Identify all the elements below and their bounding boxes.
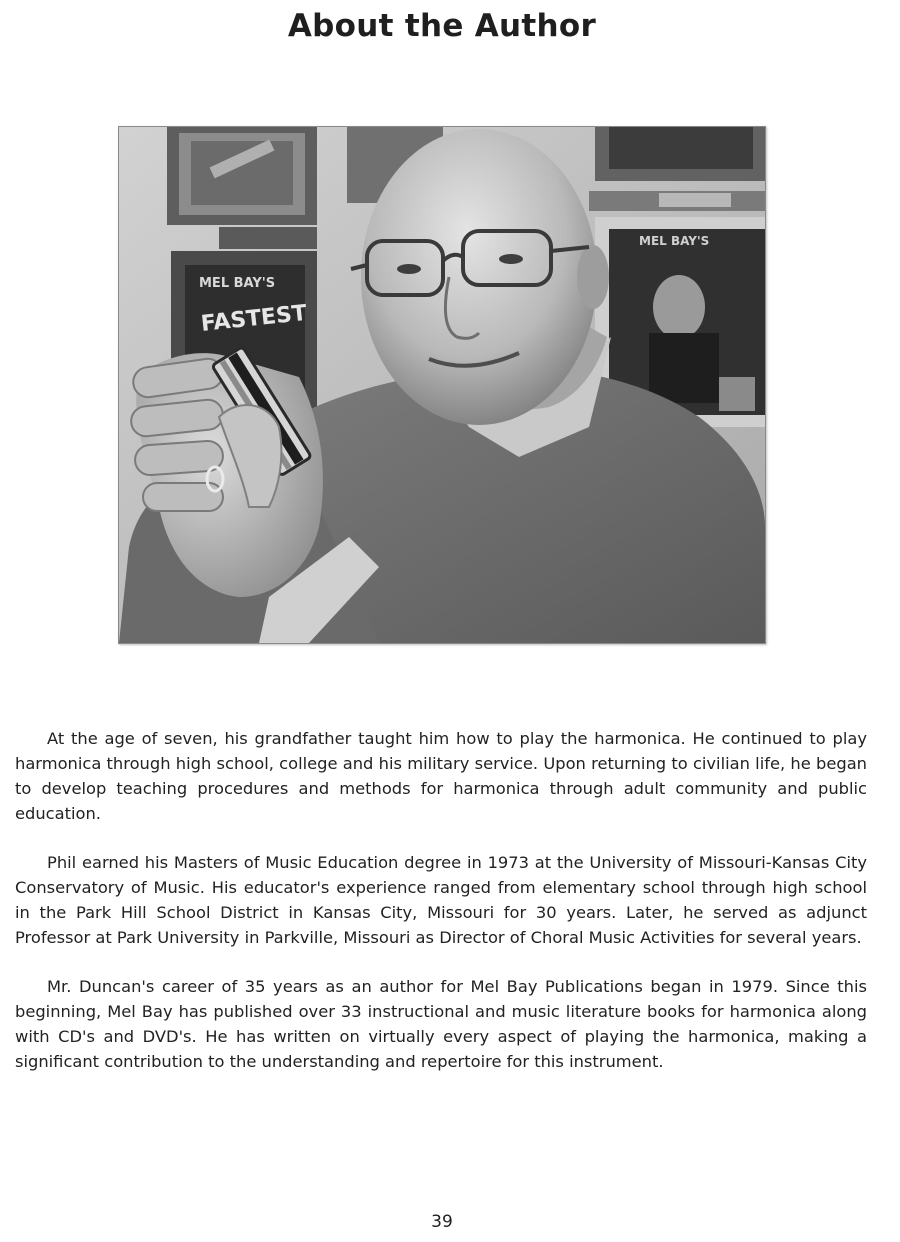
svg-text:MEL BAY'S: MEL BAY'S xyxy=(639,234,710,248)
svg-text:FASTEST: FASTEST xyxy=(199,300,309,337)
wall-plaque-left xyxy=(219,227,317,249)
svg-text:MEL BAY'S: MEL BAY'S xyxy=(199,276,276,291)
bio-paragraph: Mr. Duncan's career of 35 years as an author for Mel Bay Publications began in 1979. Since this beginning, Mel Bay has published over 33 instructional and music literature books for harmonica along with CD's and DVD's. He has written on virtually every aspect of playing the harmonica, making a significant contribution to the understanding and repertoire for this instrument. xyxy=(15,977,867,1071)
ear xyxy=(577,245,609,309)
author-biography xyxy=(15,726,867,1098)
bio-paragraph: Phil earned his Masters of Music Education degree in 1973 at the University of Missouri-Kansas City Conservatory of Music. His educator's experience ranged from elementary school through high school in the Park Hill School District in Kansas City, Missouri for 30 years. Later, he served as adjunct Professor at Park University in Parkville, Missouri as Director of Choral Music Activities for several years. xyxy=(15,853,867,947)
head xyxy=(361,129,597,425)
page-number: 39 xyxy=(431,1212,453,1232)
page-title: About the Author xyxy=(287,8,597,44)
framed-picture-top-right xyxy=(595,127,765,181)
author-photo xyxy=(118,126,766,644)
framed-picture-top-left xyxy=(167,127,317,225)
bio-paragraph: At the age of seven, his grandfather taught him how to play the harmonica. He continued to play harmonica through high school, college and his military service. Upon returning to civilian life, he began to develop teaching procedures and methods for harmonica through adult community and public education. xyxy=(15,729,867,823)
